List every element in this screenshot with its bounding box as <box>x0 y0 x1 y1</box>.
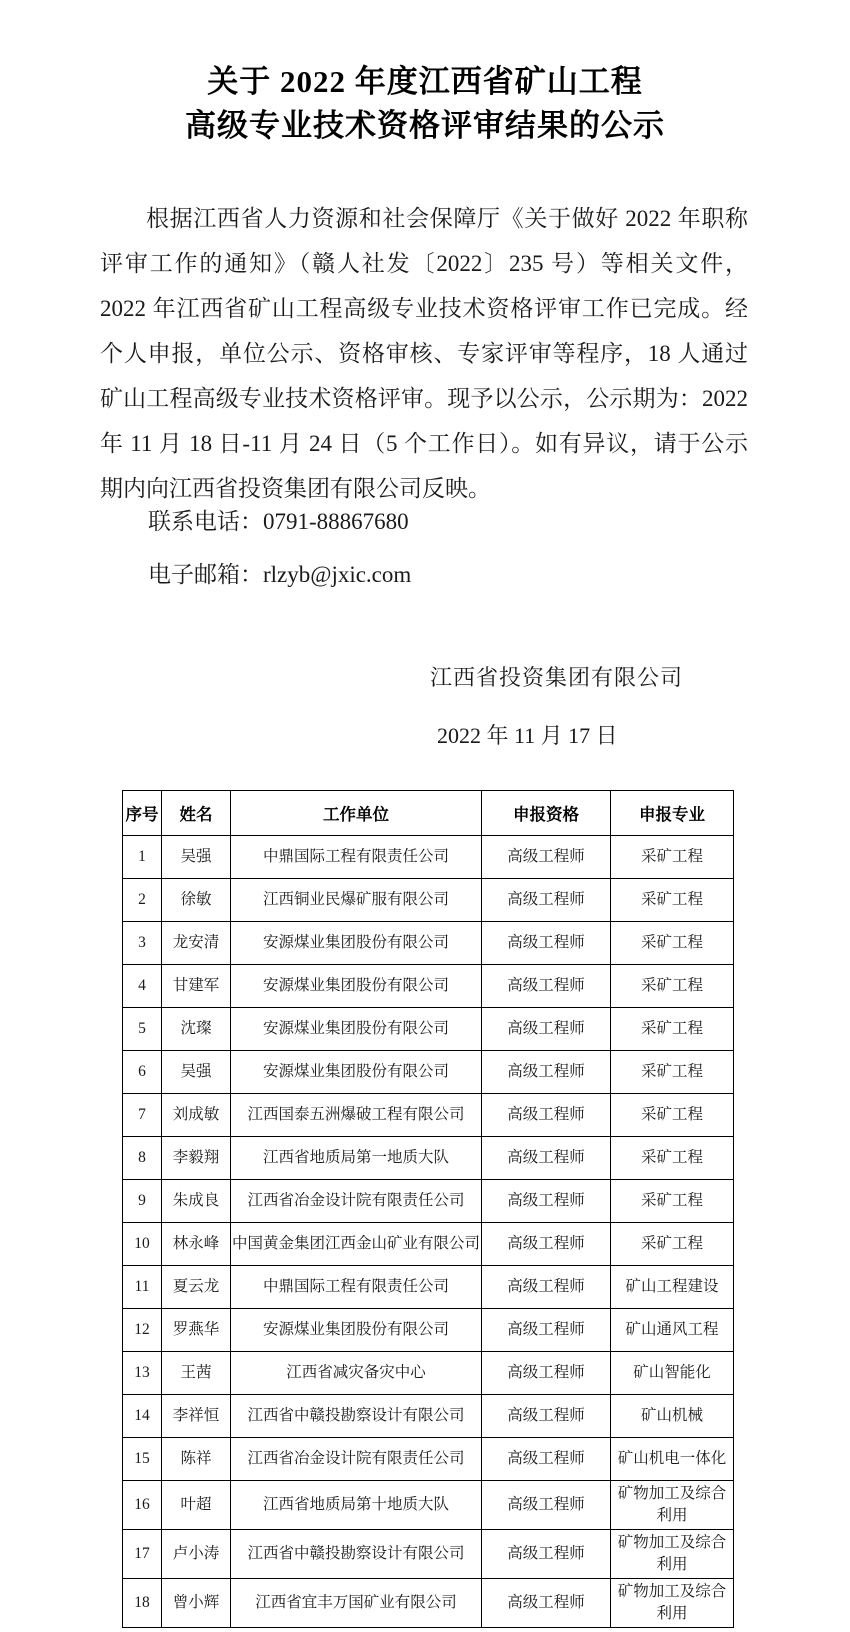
table-row <box>123 965 734 1008</box>
cell-no: 16 <box>123 1481 162 1530</box>
results-table-head <box>123 791 734 836</box>
cell-qualification: 高级工程师 <box>482 879 611 922</box>
cell-name: 甘建军 <box>162 965 231 1008</box>
cell-employer: 江西省冶金设计院有限责任公司 <box>231 1180 482 1223</box>
table-row <box>123 1008 734 1051</box>
cell-employer: 江西省减灾备灾中心 <box>231 1352 482 1395</box>
cell-name: 沈璨 <box>162 1008 231 1051</box>
table-row <box>123 1352 734 1395</box>
signature-company: 江西省投资集团有限公司 <box>430 665 684 690</box>
cell-no: 9 <box>123 1180 162 1223</box>
cell-specialty: 采矿工程 <box>611 1180 734 1223</box>
cell-employer: 安源煤业集团股份有限公司 <box>231 1309 482 1352</box>
column-header-specialty: 申报专业 <box>611 791 734 836</box>
cell-employer: 安源煤业集团股份有限公司 <box>231 1051 482 1094</box>
results-table <box>122 790 734 1628</box>
cell-qualification: 高级工程师 <box>482 1481 611 1530</box>
cell-no: 8 <box>123 1137 162 1180</box>
cell-specialty: 矿物加工及综合利用 <box>611 1530 734 1579</box>
document-title-line1: 关于 2022 年度江西省矿山工程 <box>207 64 643 99</box>
cell-specialty: 采矿工程 <box>611 1137 734 1180</box>
cell-qualification: 高级工程师 <box>482 1352 611 1395</box>
cell-specialty: 矿物加工及综合利用 <box>611 1481 734 1530</box>
cell-qualification: 高级工程师 <box>482 1094 611 1137</box>
cell-specialty: 采矿工程 <box>611 1051 734 1094</box>
table-row <box>123 1481 734 1530</box>
cell-employer: 江西省冶金设计院有限责任公司 <box>231 1438 482 1481</box>
cell-no: 2 <box>123 879 162 922</box>
cell-no: 14 <box>123 1395 162 1438</box>
table-row <box>123 836 734 879</box>
table-row <box>123 1530 734 1579</box>
cell-no: 3 <box>123 922 162 965</box>
column-header-employer: 工作单位 <box>231 791 482 836</box>
document-title-line2: 高级专业技术资格评审结果的公示 <box>185 108 665 143</box>
cell-name: 李祥恒 <box>162 1395 231 1438</box>
cell-no: 7 <box>123 1094 162 1137</box>
announcement-paragraph: 根据江西省人力资源和社会保障厅《关于做好 2022 年职称评审工作的通知》（赣人社发〔2022〕235 号）等相关文件，2022 年江西省矿山工程高级专业技术资格评审工作已完成。经个人申报，单位公示、资格审核、专家评审等程序，18 人通过矿山工程高级专业技术资格评审。现予以公示，公示期为：2022 年 11 月 18 日-11 月 24 日（5 个工作日）。如有异议，请于公示期内向江西省投资集团有限公司反映。 <box>100 206 748 501</box>
cell-no: 11 <box>123 1266 162 1309</box>
cell-qualification: 高级工程师 <box>482 1438 611 1481</box>
cell-name: 卢小涛 <box>162 1530 231 1579</box>
cell-employer: 江西省中赣投勘察设计有限公司 <box>231 1395 482 1438</box>
cell-qualification: 高级工程师 <box>482 1051 611 1094</box>
table-row <box>123 922 734 965</box>
cell-specialty: 采矿工程 <box>611 1008 734 1051</box>
cell-no: 1 <box>123 836 162 879</box>
cell-specialty: 采矿工程 <box>611 1094 734 1137</box>
cell-no: 18 <box>123 1579 162 1628</box>
table-row <box>123 1579 734 1628</box>
cell-no: 10 <box>123 1223 162 1266</box>
cell-qualification: 高级工程师 <box>482 965 611 1008</box>
cell-no: 12 <box>123 1309 162 1352</box>
cell-qualification: 高级工程师 <box>482 1395 611 1438</box>
cell-qualification: 高级工程师 <box>482 1180 611 1223</box>
cell-qualification: 高级工程师 <box>482 1223 611 1266</box>
contact-phone-line: 联系电话：0791-88867680 <box>148 509 409 534</box>
table-row <box>123 1051 734 1094</box>
cell-specialty: 矿山机电一体化 <box>611 1438 734 1481</box>
cell-employer: 江西省地质局第十地质大队 <box>231 1481 482 1530</box>
cell-name: 吴强 <box>162 836 231 879</box>
table-row <box>123 1438 734 1481</box>
document-title <box>0 60 850 148</box>
results-table-body <box>123 836 734 1628</box>
cell-name: 龙安清 <box>162 922 231 965</box>
cell-name: 叶超 <box>162 1481 231 1530</box>
table-row <box>123 1395 734 1438</box>
cell-no: 5 <box>123 1008 162 1051</box>
cell-specialty: 采矿工程 <box>611 836 734 879</box>
cell-qualification: 高级工程师 <box>482 1309 611 1352</box>
cell-specialty: 矿山通风工程 <box>611 1309 734 1352</box>
column-header-qualification: 申报资格 <box>482 791 611 836</box>
table-row <box>123 1137 734 1180</box>
cell-name: 王茜 <box>162 1352 231 1395</box>
cell-specialty: 采矿工程 <box>611 1223 734 1266</box>
cell-qualification: 高级工程师 <box>482 922 611 965</box>
cell-specialty: 采矿工程 <box>611 965 734 1008</box>
cell-name: 徐敏 <box>162 879 231 922</box>
cell-employer: 江西省中赣投勘察设计有限公司 <box>231 1530 482 1579</box>
cell-name: 刘成敏 <box>162 1094 231 1137</box>
cell-name: 林永峰 <box>162 1223 231 1266</box>
cell-name: 吴强 <box>162 1051 231 1094</box>
cell-name: 朱成良 <box>162 1180 231 1223</box>
cell-name: 罗燕华 <box>162 1309 231 1352</box>
cell-specialty: 矿山机械 <box>611 1395 734 1438</box>
table-row <box>123 879 734 922</box>
cell-specialty: 采矿工程 <box>611 879 734 922</box>
cell-qualification: 高级工程师 <box>482 836 611 879</box>
cell-name: 李毅翔 <box>162 1137 231 1180</box>
signature-date: 2022 年 11 月 17 日 <box>437 723 618 748</box>
table-row <box>123 1309 734 1352</box>
cell-employer: 安源煤业集团股份有限公司 <box>231 1008 482 1051</box>
cell-employer: 中鼎国际工程有限责任公司 <box>231 836 482 879</box>
column-header-no: 序号 <box>123 791 162 836</box>
cell-specialty: 采矿工程 <box>611 922 734 965</box>
cell-name: 曾小辉 <box>162 1579 231 1628</box>
cell-no: 17 <box>123 1530 162 1579</box>
cell-qualification: 高级工程师 <box>482 1530 611 1579</box>
cell-specialty: 矿山工程建设 <box>611 1266 734 1309</box>
cell-employer: 江西省地质局第一地质大队 <box>231 1137 482 1180</box>
cell-employer: 江西省宜丰万国矿业有限公司 <box>231 1579 482 1628</box>
cell-employer: 江西国泰五洲爆破工程有限公司 <box>231 1094 482 1137</box>
cell-qualification: 高级工程师 <box>482 1579 611 1628</box>
cell-no: 15 <box>123 1438 162 1481</box>
table-header-row <box>123 791 734 836</box>
cell-employer: 安源煤业集团股份有限公司 <box>231 922 482 965</box>
cell-no: 13 <box>123 1352 162 1395</box>
cell-no: 4 <box>123 965 162 1008</box>
cell-employer: 中国黄金集团江西金山矿业有限公司 <box>231 1223 482 1266</box>
table-row <box>123 1223 734 1266</box>
contact-email-line: 电子邮箱：rlzyb@jxic.com <box>148 562 412 587</box>
cell-qualification: 高级工程师 <box>482 1266 611 1309</box>
column-header-name: 姓名 <box>162 791 231 836</box>
cell-name: 夏云龙 <box>162 1266 231 1309</box>
table-row <box>123 1180 734 1223</box>
cell-employer: 中鼎国际工程有限责任公司 <box>231 1266 482 1309</box>
cell-qualification: 高级工程师 <box>482 1008 611 1051</box>
cell-employer: 安源煤业集团股份有限公司 <box>231 965 482 1008</box>
table-row <box>123 1094 734 1137</box>
cell-name: 陈祥 <box>162 1438 231 1481</box>
cell-specialty: 矿山智能化 <box>611 1352 734 1395</box>
cell-employer: 江西铜业民爆矿服有限公司 <box>231 879 482 922</box>
cell-no: 6 <box>123 1051 162 1094</box>
cell-specialty: 矿物加工及综合利用 <box>611 1579 734 1628</box>
cell-qualification: 高级工程师 <box>482 1137 611 1180</box>
table-row <box>123 1266 734 1309</box>
